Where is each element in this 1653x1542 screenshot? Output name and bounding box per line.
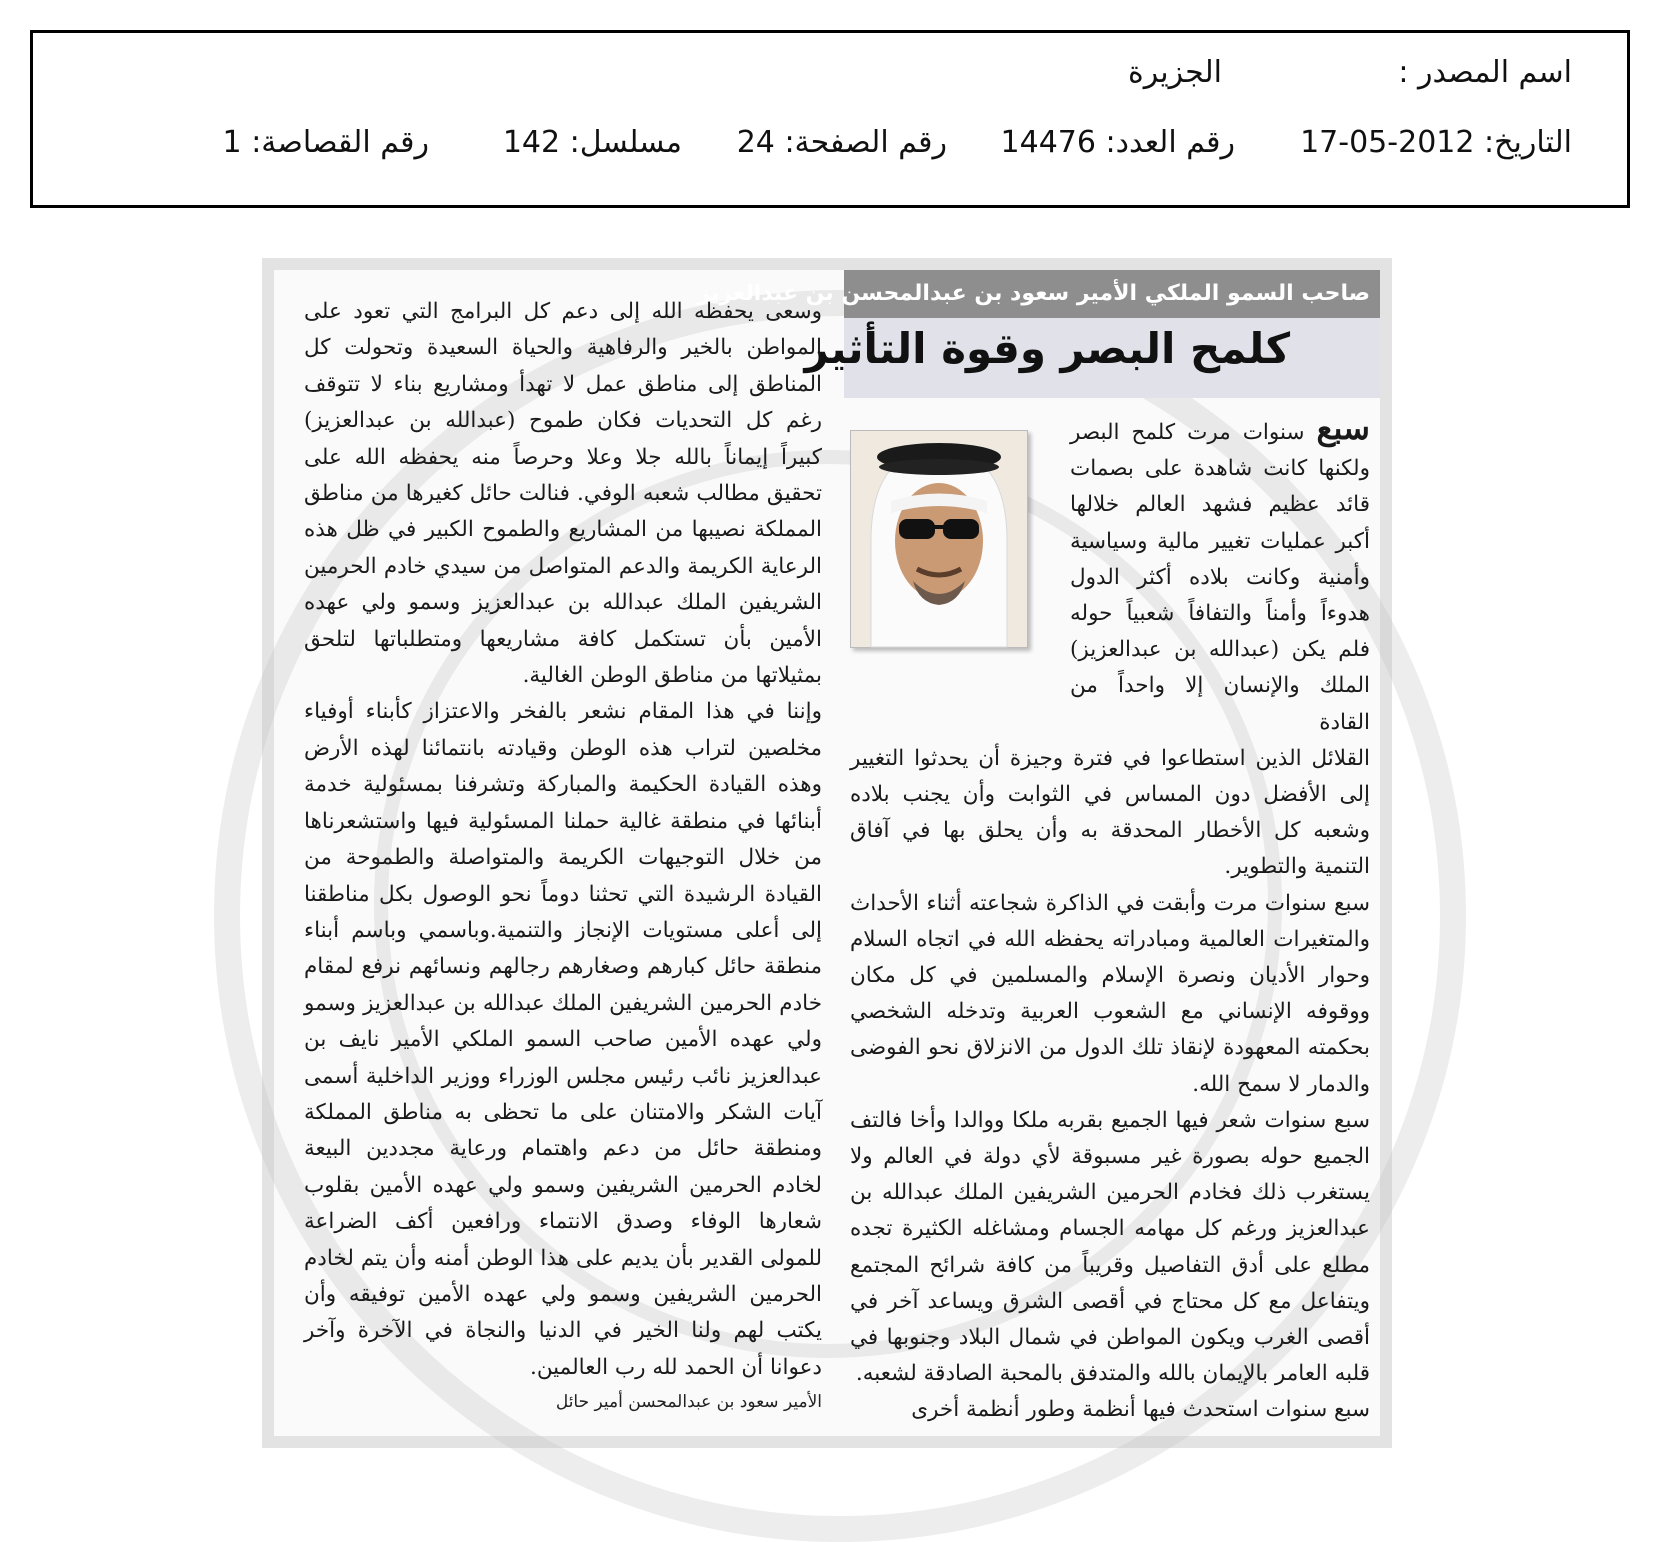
right-paragraph-1: القلائل الذين استطاعوا في فترة وجيزة أن يحدثوا التغيير إلى الأفضل دون المساس في الثوابت وأن يجنب بلاده وشعبه كل الأخطار المحدقة به وأن يحلق بها في آفاق التنمية والتطوير. (850, 745, 1370, 880)
source-row (1398, 55, 1572, 90)
clip-number-row (223, 125, 429, 160)
article-right-column (850, 410, 1370, 1435)
right-paragraph-4: سبع سنوات استحدث فيها أنظمة وطور أنظمة أخرى (911, 1397, 1370, 1423)
lead-paragraph (1070, 410, 1370, 741)
serial-value: 142 (502, 125, 561, 160)
opening-word: سبع (1316, 409, 1370, 447)
clipping-content (274, 270, 1380, 1436)
source-value: الجزيرة (1127, 55, 1222, 90)
source-value-row (1128, 55, 1222, 90)
page-label: رقم الصفحة: (784, 125, 947, 160)
source-info-box (30, 30, 1630, 208)
issue-row (1001, 125, 1235, 160)
clip-number-label: رقم القصاصة: (251, 125, 429, 160)
clip-number-value: 1 (222, 125, 242, 160)
serial-row (503, 125, 682, 160)
serial-label: مسلسل: (569, 125, 682, 160)
page-value: 24 (736, 125, 775, 160)
page-row (737, 125, 947, 160)
author-signature: الأمير سعود بن عبدالمحسن أمير حائل (555, 1392, 822, 1412)
article-headline: كلمح البصر وقوة التأثير (804, 324, 1290, 373)
date-label: التاريخ: (1484, 125, 1572, 160)
source-label: اسم المصدر : (1398, 55, 1572, 90)
newspaper-clipping (262, 258, 1392, 1448)
left-paragraph-2: وإننا في هذا المقام نشعر بالفخر والاعتزاز كأبناء أوفياء مخلصين لتراب هذه الوطن وقيادته بانتمائنا لهذه الأرض وهذه القيادة الحكيمة والمباركة وتشرفنا بمسئولية خدمة أبنائها في منطقة غالية حملنا المسئولية فيها واستشعرناها من خلال التوجيهات الكريمة والمتواصلة والطموحة من القيادة الرشيدة التي تحثنا دوماً نحو الوصول بكل مناطقنا إلى أعلى مستويات الإنجاز والتنمية.وباسمي وباسم أبناء منطقة حائل كبارهم وصغارهم رجالهم ونسائهم نرفع لمقام خادم الحرمين الشريفين الملك عبدالله بن عبدالعزيز وسمو ولي عهده الأمين صاحب السمو الملكي الأمير نايف بن عبدالعزيز نائب رئيس مجلس الوزراء ووزير الداخلية أسمى آيات الشكر والامتنان على ما تحظى به مناطق المملكة ومنطقة حائل من دعم واهتمام ورعاية مجددين البيعة لخادم الحرمين الشريفين وسمو ولي عهده الأمين بقلوب شعارها الوفاء وصدق الانتماء ورافعين أكف الضراعة للمولى القدير بأن يديم على هذا الوطن أمنه وأن يتم لخادم الحرمين الشريفين وسمو ولي عهده الأمين توفيقه وأن يكتب لهم ولنا الخير في الدنيا والنجاة في الآخرة وآخر دعوانا أن الحمد لله رب العالمين. (304, 699, 822, 1380)
lead-text: سنوات مرت كلمح البصر ولكنها كانت شاهدة على بصمات قائد عظيم فشهد العالم خلالها أكبر عمليات تغيير مالية وسياسية وأمنية وكانت بلاده أكثر الدول هدوءاً وأمناً والتفافاً شعبياً حوله فلم يكن (عبدالله بن عبدالعزيز) الملك والإنسان إلا واحداً من القادة (1070, 420, 1370, 735)
right-paragraph-2: سبع سنوات مرت وأبقت في الذاكرة شجاعته أثناء الأحداث والمتغيرات العالمية ومبادراته يحفظه الله في اتجاه السلام وحوار الأديان ونصرة الإسلام والمسلمين في كل مكان ووقوفه الإنساني مع الشعوب العربية وتدخله الشخصي بحكمته المعهودة لإنقاذ تلك الدول من الانزلاق نحو الفوضى والدمار لا سمح الله. (850, 890, 1370, 1097)
date-row (1300, 125, 1572, 160)
right-paragraph-3: سبع سنوات شعر فيها الجميع بقربه ملكا ووالدا وأخا فالتف الجميع حوله بصورة غير مسبوقة لأي دولة في العالم ولا يستغرب ذلك فخادم الحرمين الشريفين الملك عبدالله بن عبدالعزيز ورغم كل مهامه الجسام ومشاغله الكثيرة تجده مطلع على أدق التفاصيل وقريباً من كافة شرائح المجتمع ويتفاعل مع كل محتاج في أقصى الشرق ويساعد آخر في أقصى الغرب ويكون المواطن في شمال البلاد وجنوبها في قلبه العامر بالإيمان بالله والمتدفق بالمحبة الصادقة لشعبه. (850, 1107, 1370, 1387)
article-left-column (304, 294, 822, 1380)
issue-value: 14476 (1000, 125, 1096, 160)
article-kicker: صاحب السمو الملكي الأمير سعود بن عبدالمحسن بن عبدالعزيز (844, 270, 1380, 318)
left-paragraph-1: وسعى يحفظه الله إلى دعم كل البرامج التي تعود على المواطن بالخير والرفاهية والحياة السعيدة وتحولت كل المناطق إلى مناطق عمل لا تهدأ ومشاريع بناء لا تتوقف رغم كل التحديات فكان طموح (عبدالله بن عبدالعزيز) كبيراً إيماناً بالله جلا وعلا وحرصاً منه يحفظه الله على تحقيق مطالب شعبه الوفي. فنالت حائل كغيرها من مناطق المملكة نصيبها من المشاريع والطموح الكبير في ظل هذه الرعاية الكريمة والدعم المتواصل من سيدي خادم الحرمين الشريفين الملك عبدالله بن عبدالعزيز وسمو ولي عهده الأمين بأن تستكمل كافة مشاريعها ومتطلباتها لتلحق بمثيلاتها من مناطق الوطن الغالية. (304, 299, 822, 689)
date-value: 2012-05-17 (1300, 125, 1475, 160)
headline-band (804, 318, 1380, 398)
issue-label: رقم العدد: (1105, 125, 1235, 160)
